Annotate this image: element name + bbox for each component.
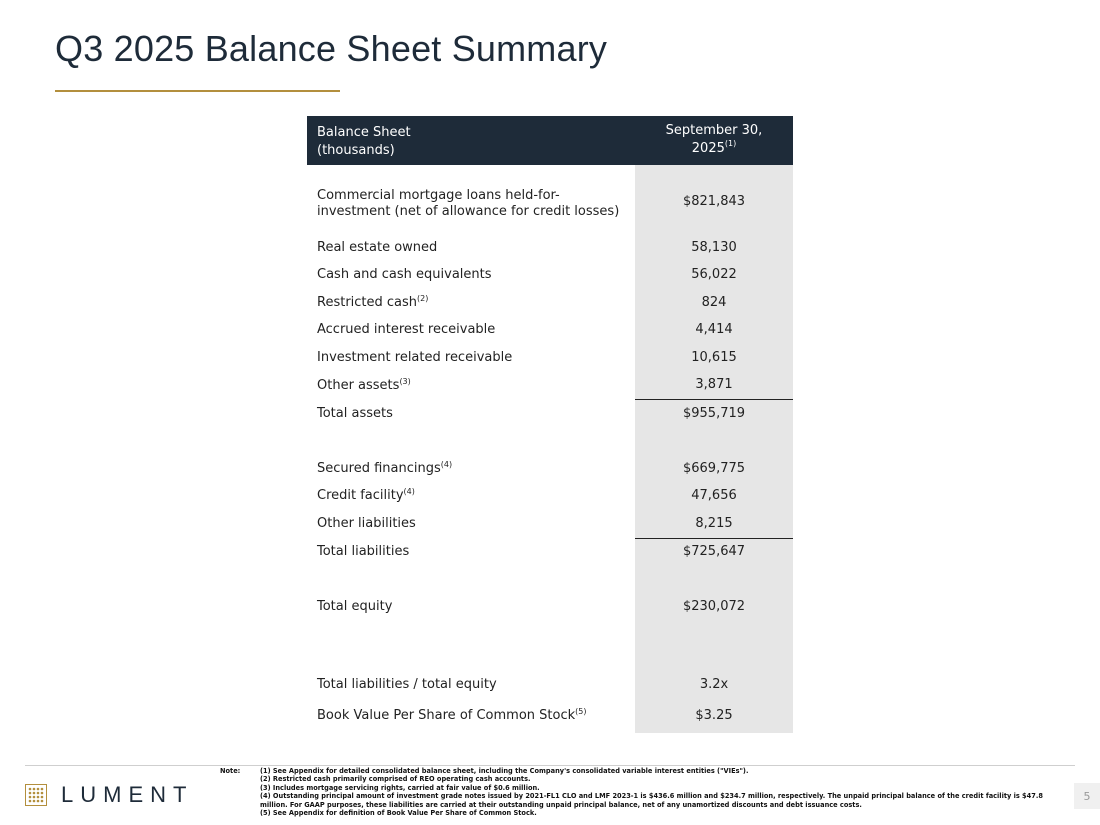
logo-text: LUMENT	[61, 782, 194, 807]
notes-body	[260, 767, 1060, 817]
total-liabilities-row	[307, 538, 793, 566]
page-title: Q3 2025 Balance Sheet Summary	[55, 28, 608, 69]
row-value: 3.2x	[635, 671, 793, 699]
row-value: $669,775	[635, 455, 793, 483]
table-row	[307, 344, 793, 372]
row-value: 8,215	[635, 510, 793, 538]
row-label: Total equity	[317, 599, 393, 615]
table-row	[307, 483, 793, 511]
row-label: Investment related receivable	[317, 349, 513, 365]
row-label: Other liabilities	[317, 516, 416, 531]
footnotes	[220, 767, 1060, 817]
row-label: Credit facility$^{(4)}$	[317, 487, 415, 504]
total-equity-row	[307, 594, 793, 622]
table-row	[307, 234, 793, 262]
row-label: Secured financings$^{(4)}$	[317, 459, 453, 476]
footnote: (5) See Appendix for definition of Book Value Per Share of Common Stock.	[260, 809, 537, 818]
header-label-line2: (thousands)	[317, 143, 395, 158]
table-header-row	[307, 116, 793, 165]
row-label: Book Value Per Share of Common Stock$^{(5)}$	[317, 706, 587, 723]
footer-divider	[25, 765, 1075, 766]
footnote: (4) Outstanding principal amount of investment grade notes issued by 2021-FL1 CLO and LMF 2023-1 is $436.6 million and $234.7 million, respectively. The unpaid principal balance of the credit facility is $47.8 million. For GAAP purposes, these liabilities are carried at their outstanding unpaid principal balance, net of any unamortized discounts and debt issuance costs.	[260, 792, 1043, 809]
footnote: (3) Includes mortgage servicing rights, carried at fair value of $0.6 million.	[260, 783, 540, 792]
table-row	[307, 455, 793, 483]
table-row	[307, 165, 793, 234]
header-value-line1: September 30,	[665, 123, 763, 138]
row-value: 47,656	[635, 483, 793, 511]
row-label: Total liabilities / total equity	[317, 676, 497, 692]
table-row	[307, 317, 793, 345]
spacer-row	[307, 621, 793, 671]
total-assets-row	[307, 400, 793, 428]
header-value	[635, 116, 793, 165]
row-value: 56,022	[635, 262, 793, 290]
table-row	[307, 671, 793, 699]
company-logo	[25, 782, 193, 808]
row-value: 10,615	[635, 344, 793, 372]
table-row	[307, 289, 793, 317]
row-label: Commercial mortgage loans held-for-investment (net of allowance for credit losses)	[317, 187, 620, 219]
table-row	[307, 699, 793, 733]
header-label	[307, 116, 635, 165]
table-row	[307, 372, 793, 400]
spacer-row	[307, 428, 793, 456]
row-label: Real estate owned	[317, 239, 438, 255]
row-label: Other assets$^{(3)}$	[317, 376, 411, 393]
row-label: Cash and cash equivalents	[317, 267, 492, 283]
row-value: $821,843	[635, 165, 793, 234]
row-label: Total liabilities	[317, 544, 410, 559]
footnote: (2) Restricted cash primarily comprised of REO operating cash accounts.	[260, 775, 531, 784]
title-underline	[55, 90, 340, 92]
row-value: $230,072	[635, 594, 793, 622]
notes-label: Note:	[220, 767, 241, 775]
header-value-line2: 2025	[691, 141, 725, 156]
row-value: 4,414	[635, 317, 793, 345]
table-row	[307, 510, 793, 538]
row-value: $725,647	[635, 538, 793, 566]
logo-dot-grid-icon	[25, 784, 47, 806]
page-number: 5	[1074, 783, 1100, 809]
row-value: $955,719	[635, 400, 793, 428]
header-footnote-ref: (1)	[724, 139, 737, 148]
table-row	[307, 262, 793, 290]
header-label-line1: Balance Sheet	[317, 125, 411, 140]
row-label: Accrued interest receivable	[317, 322, 496, 338]
balance-sheet-table	[307, 116, 793, 733]
row-value: 3,871	[635, 372, 793, 400]
spacer-row	[307, 566, 793, 594]
row-label: Total assets	[317, 405, 393, 421]
row-value: 58,130	[635, 234, 793, 262]
footnote: (1) See Appendix for detailed consolidated balance sheet, including the Company's consolidated variable interest entities ("VIEs").	[260, 767, 749, 775]
row-value: $3.25	[635, 699, 793, 733]
row-label: Restricted cash$^{(2)}$	[317, 293, 429, 310]
row-value: 824	[635, 289, 793, 317]
